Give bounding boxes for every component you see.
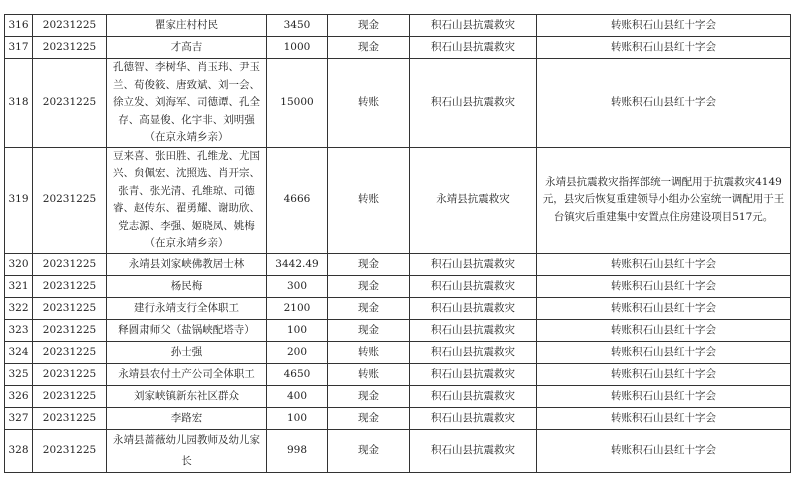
row-number: 320 [5,253,33,275]
row-destination: 转账积石山县红十字会 [537,363,791,385]
row-donor: 才高吉 [107,37,267,59]
row-method: 现金 [328,253,410,275]
row-purpose: 永靖县抗震救灾 [410,147,537,253]
row-purpose: 积石山县抗震救灾 [410,385,537,407]
table-row [5,429,791,472]
row-destination: 转账积石山县红十字会 [537,429,791,472]
row-method: 现金 [328,319,410,341]
row-date: 20231225 [33,275,107,297]
row-amount: 400 [267,385,328,407]
table-row [5,319,791,341]
row-method: 转账 [328,341,410,363]
row-destination: 转账积石山县红十字会 [537,341,791,363]
row-date: 20231225 [33,407,107,429]
row-number: 324 [5,341,33,363]
row-number: 326 [5,385,33,407]
row-purpose: 积石山县抗震救灾 [410,319,537,341]
table-row [5,363,791,385]
row-method: 现金 [328,37,410,59]
table-row [5,59,791,148]
table-row [5,297,791,319]
row-amount: 15000 [267,59,328,148]
row-purpose: 积石山县抗震救灾 [410,363,537,385]
row-donor: 永靖县刘家峡佛教居士林 [107,253,267,275]
row-date: 20231225 [33,429,107,472]
row-purpose: 积石山县抗震救灾 [410,15,537,37]
row-amount: 1000 [267,37,328,59]
donation-table [4,14,791,473]
row-donor: 李路宏 [107,407,267,429]
row-date: 20231225 [33,59,107,148]
row-purpose: 积石山县抗震救灾 [410,59,537,148]
row-destination: 转账积石山县红十字会 [537,253,791,275]
table-row [5,253,791,275]
table-row [5,147,791,253]
row-amount: 2100 [267,297,328,319]
row-method: 转账 [328,147,410,253]
row-number: 325 [5,363,33,385]
row-amount: 4666 [267,147,328,253]
row-date: 20231225 [33,385,107,407]
row-method: 转账 [328,59,410,148]
row-destination: 转账积石山县红十字会 [537,59,791,148]
row-method: 现金 [328,297,410,319]
row-purpose: 积石山县抗震救灾 [410,341,537,363]
row-donor: 刘家峡镇新东社区群众 [107,385,267,407]
row-method: 转账 [328,363,410,385]
table-row [5,385,791,407]
row-donor: 释圆肃师父（盐锅峡配塔寺） [107,319,267,341]
row-donor: 瞿家庄村村民 [107,15,267,37]
row-amount: 100 [267,319,328,341]
row-method: 现金 [328,429,410,472]
row-number: 327 [5,407,33,429]
table-row [5,275,791,297]
row-date: 20231225 [33,253,107,275]
row-purpose: 积石山县抗震救灾 [410,407,537,429]
row-destination: 转账积石山县红十字会 [537,407,791,429]
row-number: 317 [5,37,33,59]
row-number: 321 [5,275,33,297]
table-row [5,15,791,37]
row-amount: 4650 [267,363,328,385]
row-purpose: 积石山县抗震救灾 [410,275,537,297]
row-method: 现金 [328,275,410,297]
row-donor: 永靖县蔷薇幼儿园教师及幼儿家长 [107,429,267,472]
row-number: 316 [5,15,33,37]
donation-table-body [5,15,791,473]
row-destination: 转账积石山县红十字会 [537,385,791,407]
row-date: 20231225 [33,15,107,37]
row-number: 318 [5,59,33,148]
row-date: 20231225 [33,319,107,341]
row-destination: 转账积石山县红十字会 [537,275,791,297]
row-donor: 建行永靖支行全体职工 [107,297,267,319]
row-number: 328 [5,429,33,472]
row-purpose: 积石山县抗震救灾 [410,429,537,472]
row-donor: 杨民梅 [107,275,267,297]
row-amount: 998 [267,429,328,472]
row-donor: 豆来喜、张田胜、孔维龙、尤国兴、贠佩宏、沈照选、肖开宗、张青、张光清、孔维琼、司德睿、赵传东、翟勇耀、谢助欣、党志源、李强、姬晓凤、姚梅（在京永靖乡亲） [107,147,267,253]
row-destination: 永靖县抗震救灾指挥部统一调配用于抗震救灾4149元，县灾后恢复重建领导小组办公室统一调配用于王台镇灾后重建集中安置点住房建设项目517元。 [537,147,791,253]
row-date: 20231225 [33,147,107,253]
table-row [5,341,791,363]
table-row [5,37,791,59]
row-method: 现金 [328,15,410,37]
row-purpose: 积石山县抗震救灾 [410,37,537,59]
row-number: 323 [5,319,33,341]
row-number: 319 [5,147,33,253]
row-date: 20231225 [33,37,107,59]
row-purpose: 积石山县抗震救灾 [410,253,537,275]
row-date: 20231225 [33,363,107,385]
row-donor: 永靖县农付土产公司全体职工 [107,363,267,385]
table-row [5,407,791,429]
row-destination: 转账积石山县红十字会 [537,37,791,59]
row-amount: 3442.49 [267,253,328,275]
row-method: 现金 [328,385,410,407]
row-date: 20231225 [33,341,107,363]
row-number: 322 [5,297,33,319]
row-method: 现金 [328,407,410,429]
row-amount: 300 [267,275,328,297]
row-date: 20231225 [33,297,107,319]
row-donor: 孙士强 [107,341,267,363]
row-amount: 100 [267,407,328,429]
row-destination: 转账积石山县红十字会 [537,319,791,341]
row-destination: 转账积石山县红十字会 [537,15,791,37]
row-donor: 孔德智、李树华、肖玉玮、尹玉兰、荀俊筱、唐致斌、刘一会、徐立发、刘海军、司德谭、孔全存、高显俊、化宇非、刘明强（在京永靖乡亲） [107,59,267,148]
row-amount: 200 [267,341,328,363]
row-destination: 转账积石山县红十字会 [537,297,791,319]
row-purpose: 积石山县抗震救灾 [410,297,537,319]
row-amount: 3450 [267,15,328,37]
